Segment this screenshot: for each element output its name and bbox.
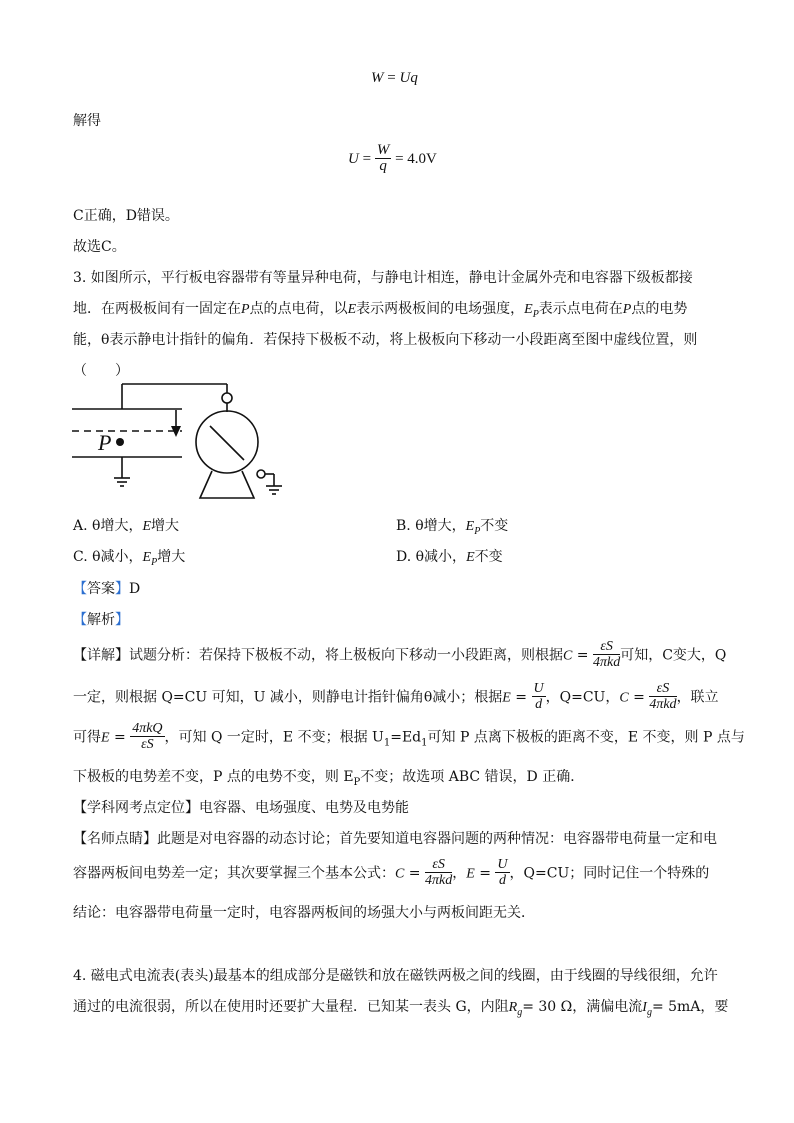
mingshi-line-2: 容器两板间电势差一定；其次要掌握三个基本公式：C = $\frac{\varepsilon S}{\text{4πkd}}$ ，E = $\frac{U}{d}$ ，Q=CU；同时记住一个特殊的 bbox=[73, 857, 710, 888]
q3-line-3: 能，θ表示静电计指针的偏角．若保持下极板不动，将上极板向下移动一小段距离至图中虚线位置，则 bbox=[73, 332, 698, 348]
electrometer-knob bbox=[222, 393, 232, 403]
q4-line-2: 通过的电流很弱，所以在使用时还要扩大量程．已知某一表头 G，内阻$R_g= 30$ Ω，满偏电流$I_g= 5mA$，要 bbox=[73, 999, 729, 1018]
point-charge bbox=[116, 438, 124, 446]
detail-line-1: 【详解】试题分析：若保持下极板不动，将上极板向下移动一小段距离，则根据C = $\frac{\varepsilon S}{\text{4πkd}}$ 可知，C变大，Q bbox=[73, 639, 727, 670]
q4-line-1: 4. 磁电式电流表(表头)最基本的组成部分是磁铁和放在磁铁两极之间的线圈，由于线圈的导线很细，允许 bbox=[73, 968, 718, 984]
option-a: A. θ增大，E增大 bbox=[73, 518, 180, 534]
capacitor-figure bbox=[70, 380, 290, 505]
electrometer-needle bbox=[210, 426, 244, 460]
mingshi-line-1: 【名师点睛】此题是对电容器的动态讨论；首先要知道电容器问题的两种情况：电容器带电荷量一定和电 bbox=[73, 831, 717, 847]
formula-work: W = Uq bbox=[371, 70, 418, 86]
answer-line: 【答案】D bbox=[73, 581, 141, 597]
option-b: B. θ增大，$E_P$不变 bbox=[396, 518, 509, 537]
q3-line-2: 地．在两极板间有一固定在P点的点电荷，以E表示两极板间的电场强度，$E_P$表示点电荷在P点的电势 bbox=[73, 301, 688, 320]
analysis-label: 【解析】 bbox=[73, 612, 129, 628]
xueke-line: 【学科网考点定位】电容器、电场强度、电势及电势能 bbox=[73, 800, 409, 816]
formula-voltage: U = $\frac{W}{q}$ = 4.0V bbox=[348, 142, 437, 174]
mingshi-line-3: 结论：电容器带电荷量一定时，电容器两板间的场强大小与两板间距无关． bbox=[73, 905, 535, 921]
option-d: D. θ减小，E不变 bbox=[396, 549, 503, 565]
detail-line-3: 可得E = $\frac{\text{4πkQ}}{\varepsilon S}$ ，可知 Q 一定时，E 不变；根据 $U_1=Ed_1$可知 P 点离下极板的距离不变，E 不变，则 P 点与 bbox=[73, 721, 745, 752]
c-correct-line: C正确，D错误。 bbox=[73, 208, 179, 224]
choose-c-line: 故选C。 bbox=[73, 239, 126, 255]
option-c: C. θ减小，$E_P$增大 bbox=[73, 549, 186, 568]
detail-line-2: 一定，则根据 Q=CU 可知，U 减小，则静电计指针偏角θ减小；根据E = $\frac{U}{d}$ ，Q=CU，C = $\frac{\varepsilon S}{\text{4πkd}}$ ，联立 bbox=[73, 681, 719, 712]
detail-line-4: 下极板的电势差不变，P 点的电势不变，则 $E_P$不变；故选项 ABC 错误，D 正确． bbox=[73, 769, 585, 788]
electrometer-base bbox=[200, 471, 254, 498]
point-p-label: P bbox=[98, 430, 112, 455]
jiede-label: 解得 bbox=[73, 113, 101, 129]
case-terminal bbox=[257, 470, 265, 478]
q3-line-1: 3. 如图所示，平行板电容器带有等量异种电荷，与静电计相连，静电计金属外壳和电容器下级板都接 bbox=[73, 270, 693, 286]
q3-blank: （ ） bbox=[73, 363, 129, 379]
